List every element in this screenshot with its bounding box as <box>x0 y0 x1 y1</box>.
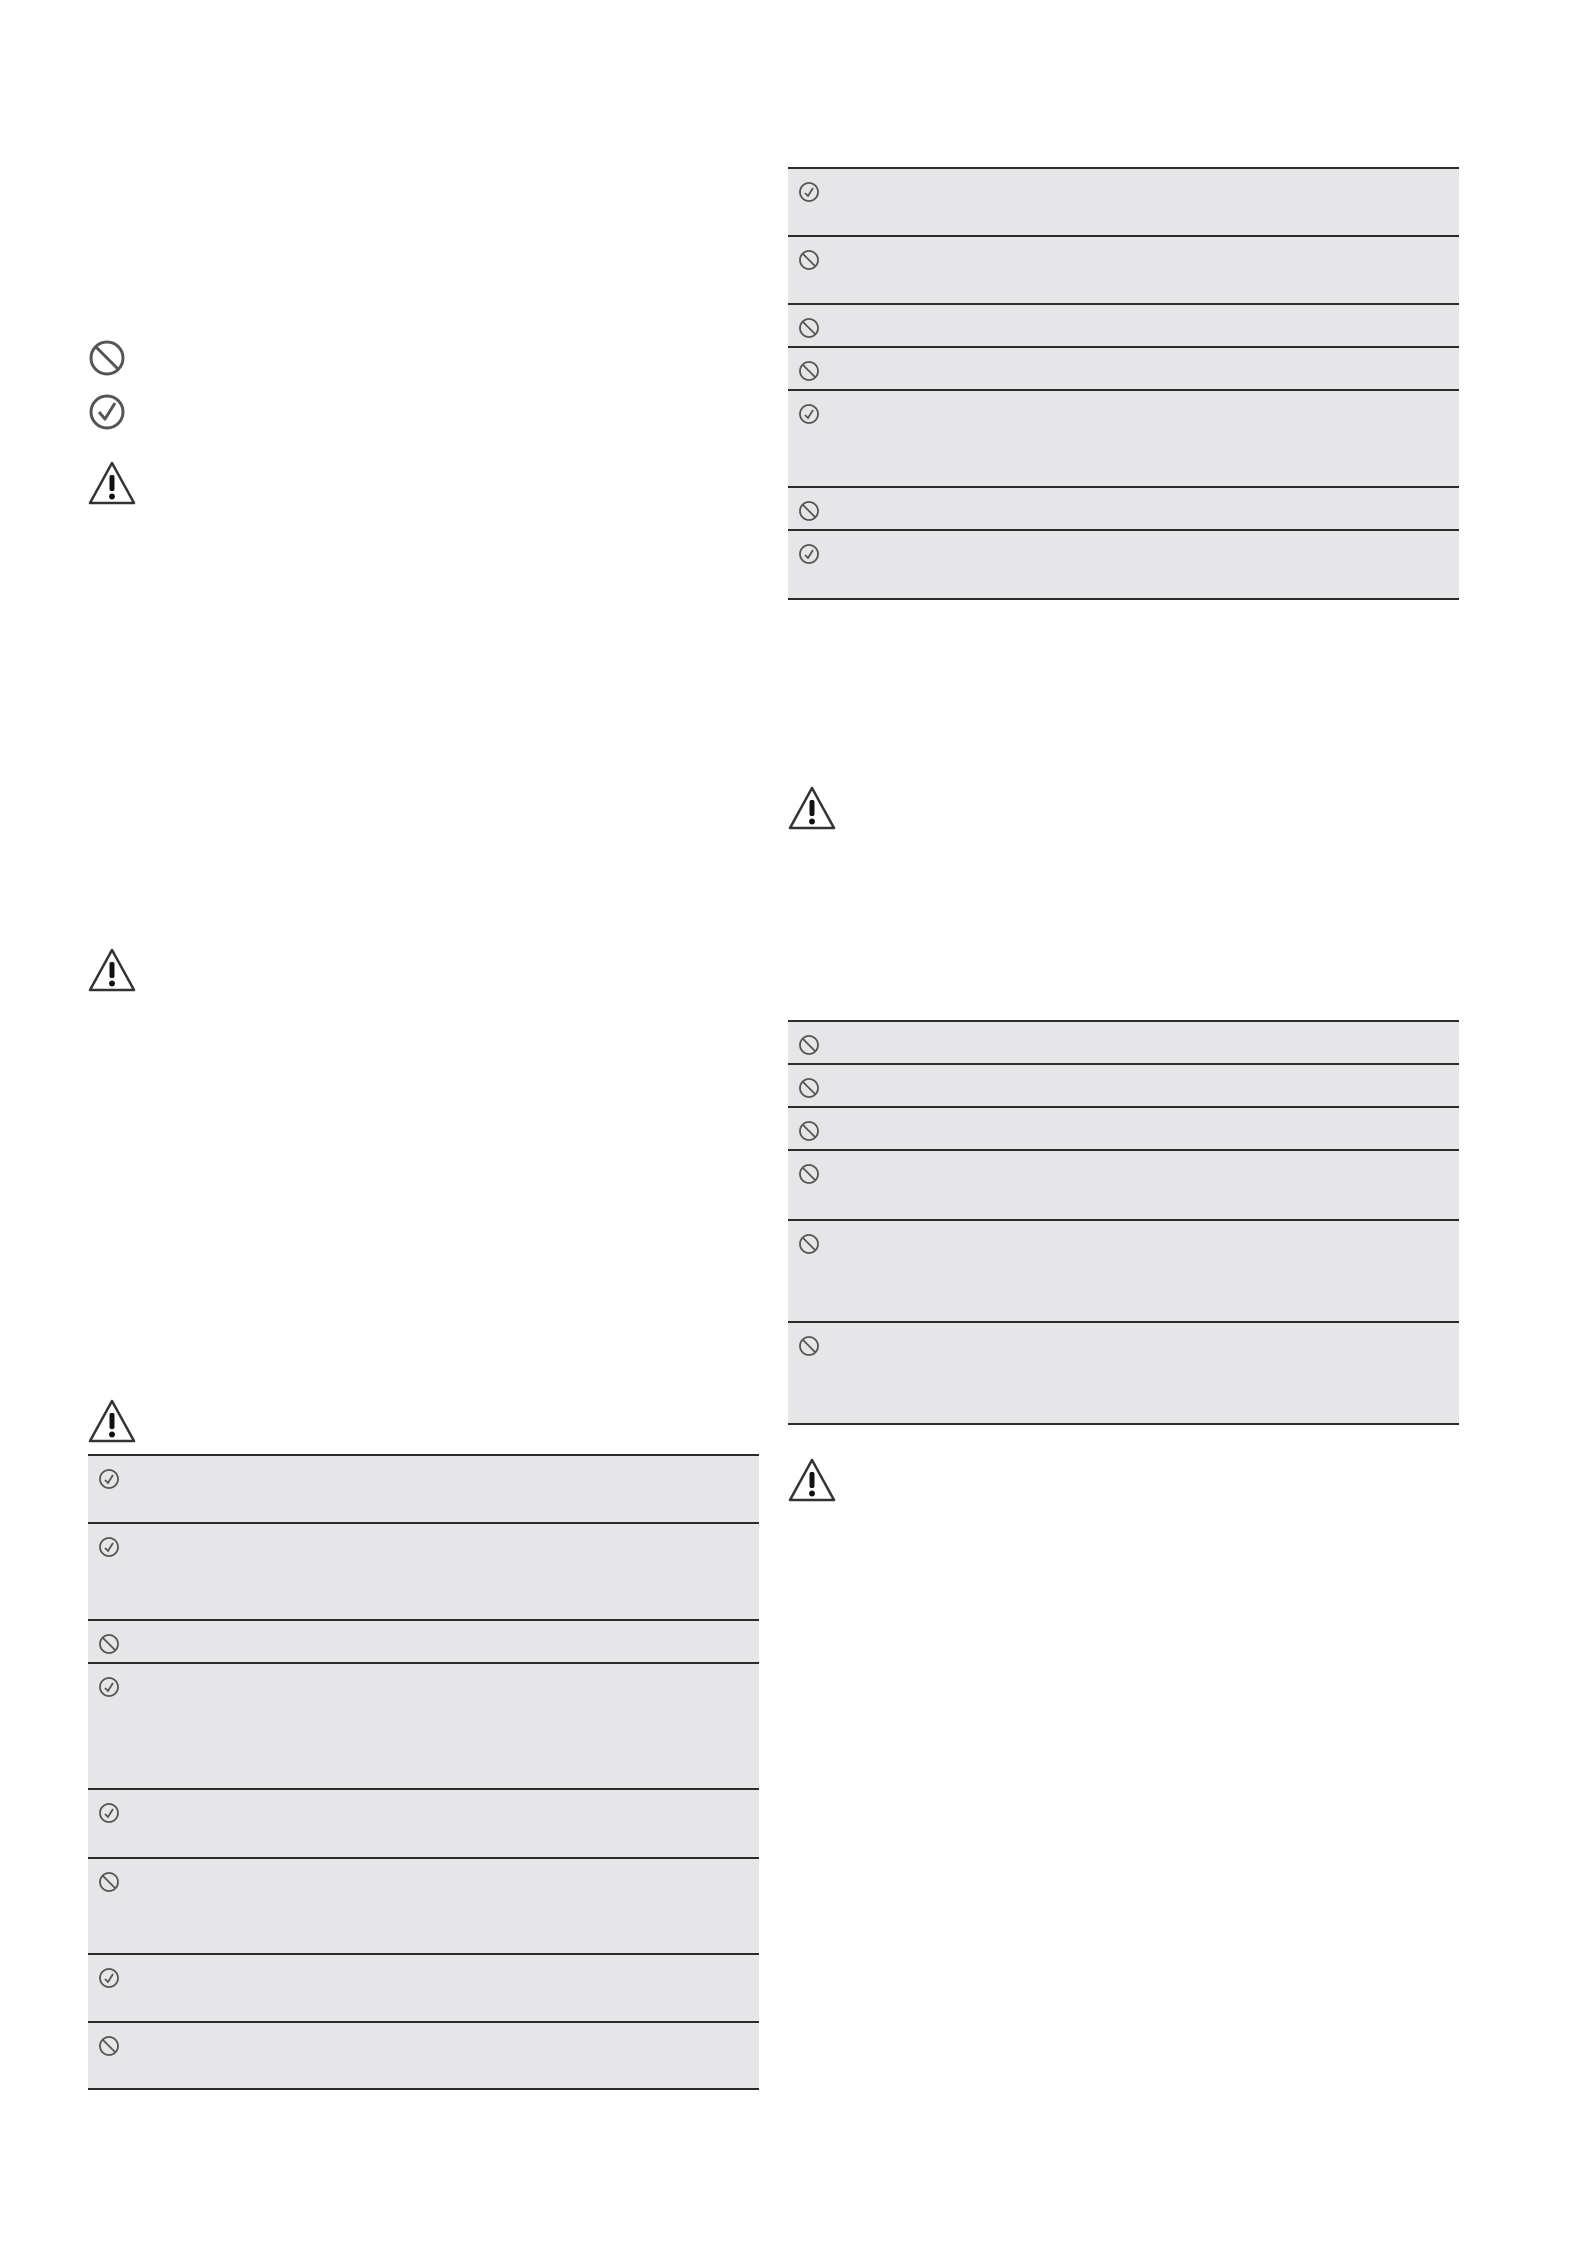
rules-table-1 <box>88 1454 759 2090</box>
table-row <box>788 486 1459 529</box>
allowed-icon <box>98 1468 120 1490</box>
allowed-icon <box>98 1967 120 1989</box>
allowed-icon <box>98 1676 120 1698</box>
table-row <box>88 2021 759 2090</box>
prohibited-icon <box>798 1335 820 1357</box>
table-row <box>788 235 1459 303</box>
warning-icon <box>787 1457 837 1503</box>
allowed-icon <box>98 1802 120 1824</box>
rules-table-3 <box>788 1020 1459 1425</box>
prohibited-icon <box>98 1871 120 1893</box>
rules-table-2 <box>788 167 1459 600</box>
table-row <box>788 346 1459 389</box>
warning-icon <box>787 785 837 831</box>
table-row <box>788 529 1459 600</box>
table-row <box>88 1953 759 2021</box>
table-row <box>788 1063 1459 1106</box>
allowed-icon <box>798 181 820 203</box>
table-row <box>788 1321 1459 1425</box>
allowed-icon <box>798 543 820 565</box>
table-row <box>88 1662 759 1788</box>
prohibited-icon <box>798 317 820 339</box>
prohibited-icon <box>98 1633 120 1655</box>
table-row <box>788 1219 1459 1321</box>
prohibited-icon <box>798 500 820 522</box>
table-row <box>788 167 1459 235</box>
prohibited-icon <box>88 339 126 377</box>
prohibited-icon <box>798 1233 820 1255</box>
prohibited-icon <box>798 1034 820 1056</box>
table-row <box>788 303 1459 346</box>
allowed-icon <box>98 1536 120 1558</box>
table-row <box>788 1020 1459 1063</box>
prohibited-icon <box>798 249 820 271</box>
prohibited-icon <box>798 1077 820 1099</box>
warning-icon <box>87 1398 137 1444</box>
table-row <box>88 1454 759 1522</box>
prohibited-icon <box>98 2035 120 2057</box>
table-row <box>88 1522 759 1619</box>
warning-icon <box>87 460 137 506</box>
table-row <box>88 1619 759 1662</box>
table-row <box>88 1857 759 1953</box>
table-row <box>788 1149 1459 1219</box>
warning-icon <box>87 947 137 993</box>
prohibited-icon <box>798 360 820 382</box>
table-row <box>788 389 1459 486</box>
allowed-icon <box>88 393 126 431</box>
table-row <box>788 1106 1459 1149</box>
prohibited-icon <box>798 1163 820 1185</box>
prohibited-icon <box>798 1120 820 1142</box>
table-row <box>88 1788 759 1857</box>
allowed-icon <box>798 403 820 425</box>
